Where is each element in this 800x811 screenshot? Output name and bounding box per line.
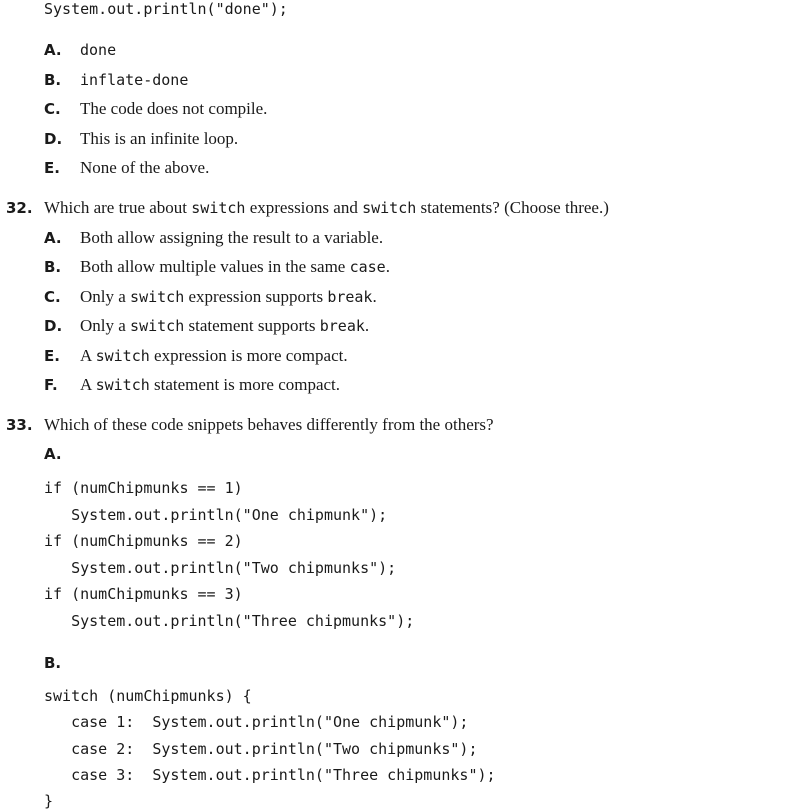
q33-snippet-a-label: A. (44, 445, 62, 463)
q31-option-b-text: inflate-done (80, 71, 189, 89)
code-line: System.out.println("One chipmunk"); (44, 506, 388, 524)
q31-option-a-text: done (80, 41, 117, 59)
q32-option-f-letter: F. (44, 376, 58, 394)
q32-option-e-letter: E. (44, 347, 60, 365)
q32-option-c-letter: C. (44, 288, 61, 306)
q32-option-b-text: Both allow multiple values in the same case. (80, 257, 390, 276)
code-line: if (numChipmunks == 3) (44, 585, 243, 603)
q32-option-e-text: A switch expression is more compact. (80, 346, 348, 365)
code-line: switch (numChipmunks) { (44, 687, 252, 705)
q33-snippet-b-label: B. (44, 654, 62, 672)
q31-option-e-text: None of the above. (80, 158, 210, 177)
q32-option-a-text: Both allow assigning the result to a variable. (80, 228, 384, 247)
q32-question: Which are true about switch expressions and switch statements? (Choose three.) (44, 198, 609, 217)
code-line: case 3: System.out.println("Three chipmunks"); (44, 766, 496, 784)
code-line: case 2: System.out.println("Two chipmunks"); (44, 740, 478, 758)
q31-option-e-letter: E. (44, 159, 60, 177)
q31-option-b-letter: B. (44, 71, 62, 89)
q32-option-c-text: Only a switch expression supports break. (80, 287, 377, 306)
q33-question: Which of these code snippets behaves differently from the others? (44, 415, 494, 434)
code-line: case 1: System.out.println("One chipmunk"); (44, 713, 469, 731)
code-line: if (numChipmunks == 1) (44, 479, 243, 497)
q32-option-d-text: Only a switch statement supports break. (80, 316, 370, 335)
q31-option-c-text: The code does not compile. (80, 99, 268, 118)
q32-option-f-text: A switch statement is more compact. (80, 375, 341, 394)
code-line: if (numChipmunks == 2) (44, 532, 243, 550)
q31-code-line: System.out.println("done"); (44, 0, 288, 18)
q31-option-a-letter: A. (44, 41, 62, 59)
code-line: System.out.println("Three chipmunks"); (44, 612, 415, 630)
q32-option-a-letter: A. (44, 229, 62, 247)
q31-option-c-letter: C. (44, 100, 61, 118)
q31-option-d-text: This is an infinite loop. (80, 129, 239, 148)
code-line: System.out.println("Two chipmunks"); (44, 559, 397, 577)
q32-option-b-letter: B. (44, 258, 62, 276)
q32-option-d-letter: D. (44, 317, 63, 335)
q31-option-d-letter: D. (44, 130, 63, 148)
code-line: } (44, 792, 54, 810)
q33-number: 33. (6, 416, 33, 434)
q32-number: 32. (6, 199, 33, 217)
